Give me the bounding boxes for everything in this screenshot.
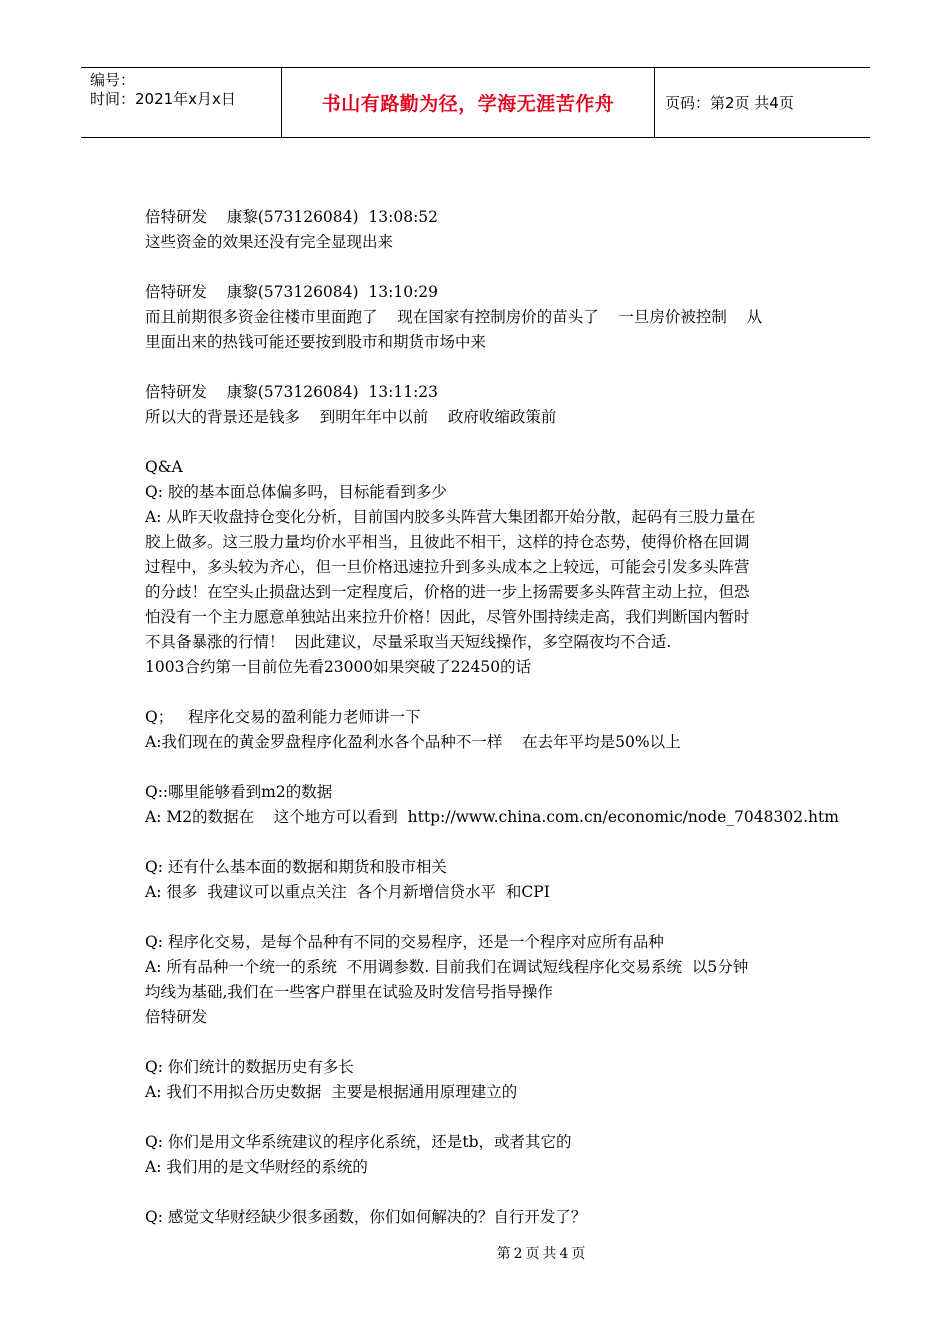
body-line: 里面出来的热钱可能还要按到股市和期货市场中来	[145, 333, 487, 351]
body-line: Q::哪里能够看到m2的数据	[145, 783, 333, 801]
body-line: Q: 还有什么基本面的数据和期货和股市相关	[145, 858, 447, 876]
body-line: 倍特研发 康黎(573126084) 13:10:29	[145, 283, 439, 301]
blank-line	[145, 430, 810, 455]
body-line: 均线为基础,我们在一些客户群里在试验及时发信号指导操作	[145, 983, 553, 1001]
blank-line	[145, 830, 810, 855]
body-line: A: 很多 我建议可以重点关注 各个月新增信贷水平 和CPI	[145, 883, 550, 901]
document-body	[145, 205, 839, 1230]
document-date-label: 时间：2021年x月x日	[90, 90, 236, 108]
body-line: 所以大的背景还是钱多 到明年年中以前 政府收缩政策前	[145, 408, 557, 426]
body-line: 不具备暴涨的行情！ 因此建议，尽量采取当天短线操作，多空隔夜均不合适.	[145, 633, 672, 651]
blank-line	[145, 755, 810, 780]
body-line: 胶上做多。这三股力量均价水平相当，且彼此不相干，这样的持仓态势，使得价格在回调	[145, 533, 750, 551]
body-line: Q: 胶的基本面总体偏多吗，目标能看到多少	[145, 483, 447, 501]
page-header	[81, 67, 870, 138]
body-line: Q: 你们统计的数据历史有多长	[145, 1058, 354, 1076]
body-line: A: 我们不用拟合历史数据 主要是根据通用原理建立的	[145, 1083, 518, 1101]
body-line: 1003合约第一目前位先看23000如果突破了22450的话	[145, 658, 532, 676]
blank-line	[145, 355, 810, 380]
body-line: A: 我们用的是文华财经的系统的	[145, 1158, 368, 1176]
body-line: 倍特研发 康黎(573126084) 13:08:52	[145, 208, 439, 226]
header-motto: 书山有路勤为径，学海无涯苦作舟	[282, 68, 655, 137]
body-line: 倍特研发	[145, 1008, 208, 1026]
body-line: Q: 程序化交易，是每个品种有不同的交易程序，还是一个程序对应所有品种	[145, 933, 664, 951]
body-line: A: M2的数据在 这个地方可以看到 http://www.china.com.cn/economic/node_7048302.htm	[145, 808, 839, 826]
blank-line	[145, 1180, 810, 1205]
body-line: 这些资金的效果还没有完全显现出来	[145, 233, 394, 251]
header-page-number: 页码：第2页 共4页	[665, 94, 794, 112]
body-line: Q: 你们是用文华系统建议的程序化系统，还是tb，或者其它的	[145, 1133, 572, 1151]
blank-line	[145, 680, 810, 705]
blank-line	[145, 255, 810, 280]
body-line: 怕没有一个主力愿意单独站出来拉升价格！因此，尽管外围持续走高，我们判断国内暂时	[145, 608, 750, 626]
body-line: Q&A	[145, 458, 183, 476]
body-line: 过程中，多头较为齐心，但一旦价格迅速拉升到多头成本之上较远，可能会引发多头阵营	[145, 558, 750, 576]
body-line: A: 所有品种一个统一的系统 不用调参数. 目前我们在调试短线程序化交易系统 以5分钟	[145, 958, 749, 976]
blank-line	[145, 1105, 810, 1130]
document-number-label: 编号：	[90, 71, 136, 89]
body-line: 的分歧！在空头止损盘达到一定程度后，价格的进一步上扬需要多头阵营主动上拉，但恐	[145, 583, 750, 601]
body-line: A: 从昨天收盘持仓变化分析，目前国内胶多头阵营大集团都开始分散，起码有三股力量在	[145, 508, 756, 526]
body-line: Q: 感觉文华财经缺少很多函数，你们如何解决的？自行开发了？	[145, 1208, 587, 1226]
page-footer: 第2页共4页	[496, 1246, 589, 1262]
blank-line	[145, 1030, 810, 1055]
blank-line	[145, 905, 810, 930]
body-line: Q； 程序化交易的盈利能力老师讲一下	[145, 708, 421, 726]
body-line: A:我们现在的黄金罗盘程序化盈利水各个品种不一样 在去年平均是50%以上	[145, 733, 681, 751]
body-line: 倍特研发 康黎(573126084) 13:11:23	[145, 383, 439, 401]
body-line: 而且前期很多资金往楼市里面跑了 现在国家有控制房价的苗头了 一旦房价被控制 从	[145, 308, 763, 326]
header-meta-cell	[81, 68, 282, 137]
